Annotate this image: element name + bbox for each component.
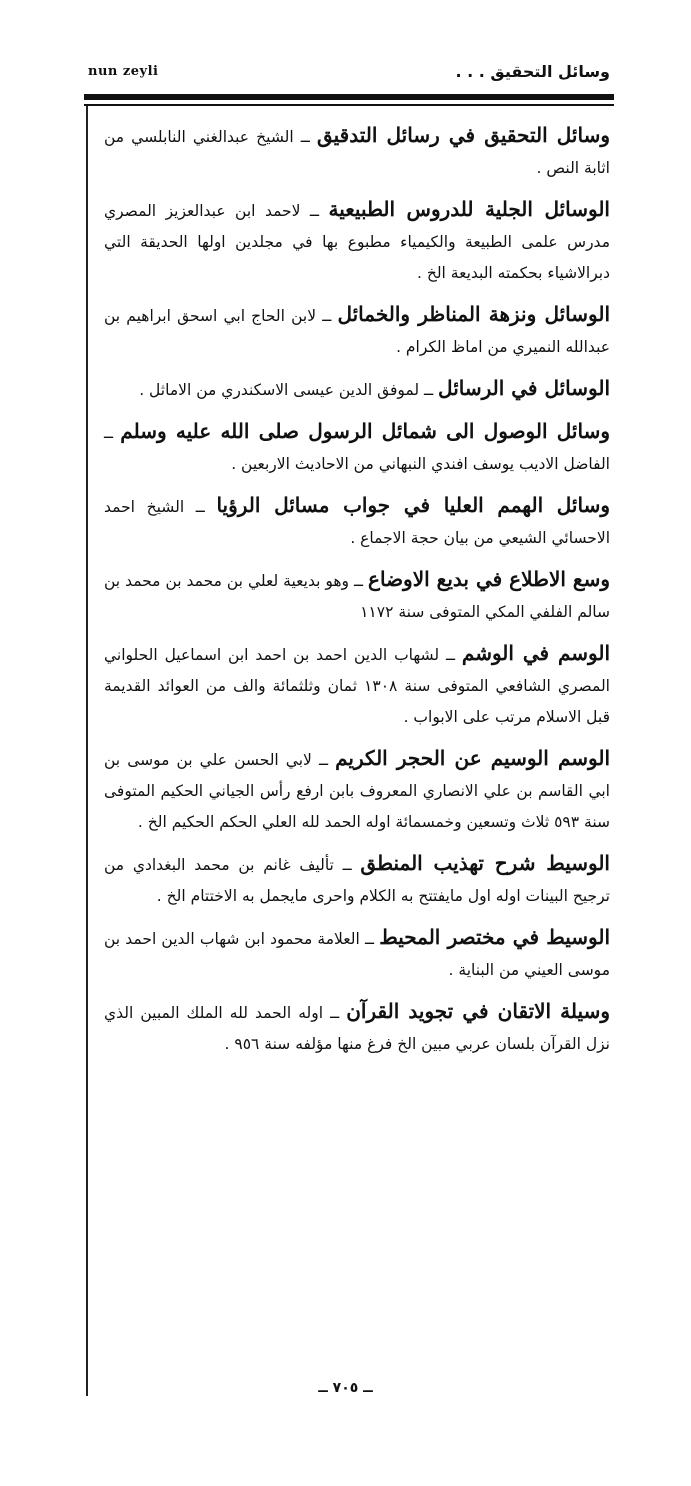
entry-headword: وسائل الهمم العليا في جواب مسائل الرؤيا	[216, 493, 610, 517]
entry-body: ــ وهو بديعية لعلي بن محمد بن محمد بن سالم الفلفي المكي المتوفى سنة ١١٧٢	[104, 572, 610, 621]
entry	[104, 996, 610, 1060]
running-head-left: nun zeyli	[88, 64, 159, 79]
entry	[104, 194, 610, 289]
entry	[104, 120, 610, 184]
entry-body: ــ الشيخ عبدالغني النابلسي من اثابة النص .	[104, 128, 610, 177]
running-head	[88, 64, 610, 88]
entry-body: ــ لابي الحسن علي بن موسى بن ابي القاسم بن علي الانصاري المعروف بابن ارفع رأس الجياني الحكيم المتوفى سنة ٥٩٣ ثلاث وتسعين وخمسمائة اوله الحمد لله العلي الحكم الحكيم الخ .	[104, 751, 610, 831]
entry-body: ــ العلامة محمود ابن شهاب الدين احمد بن موسى العيني من البناية .	[104, 930, 610, 979]
entry-headword: وسع الاطلاع في بديع الاوضاع	[368, 567, 610, 591]
margin-line	[86, 106, 88, 1396]
entry-headword: الوسيط شرح تهذيب المنطق	[360, 851, 610, 875]
entry	[104, 373, 610, 406]
entry-headword: الوسائل ونزهة المناظر والخمائل	[337, 302, 610, 326]
entry	[104, 490, 610, 554]
entry	[104, 564, 610, 628]
entry	[104, 743, 610, 838]
entry-body: ــ لموفق الدين عيسى الاسكندري من الاماثل .	[139, 381, 439, 399]
entry-body: ــ الشيخ احمد الاحسائي الشيعي من بيان حجة الاجماع .	[104, 498, 610, 547]
entry-headword: وسيلة الاتقان في تجويد القرآن	[346, 999, 610, 1023]
header-rule-thin	[84, 104, 614, 106]
header-rule-thick	[84, 94, 614, 100]
entry-headword: الوسم في الوشم	[461, 641, 610, 665]
entries-column	[104, 120, 610, 1070]
entry-headword: الوسيط في مختصر المحيط	[379, 925, 610, 949]
entry-headword: وسائل التحقيق في رسائل التدقيق	[316, 123, 610, 147]
entry-body: ــ تأليف غانم بن محمد البغدادي من ترجيح البينات اوله اول مايفتتح به الكلام واحرى مايجمل به الاختتام الخ .	[104, 856, 610, 905]
entry	[104, 848, 610, 912]
running-head-right: وسائل التحقيق . . .	[455, 62, 610, 81]
entry-body: ــ اوله الحمد لله الملك المبين الذي نزل القرآن بلسان عربي مبين الخ فرغ منها مؤلفه سنة ٩٥٦ .	[104, 1004, 610, 1053]
entry-body: ــ لاحمد ابن عبدالعزيز المصري مدرس علمى الطبيعة والكيمياء مطبوع بها في مجلدين اولها الحديقة التي دبرالاشياء بحكمته البديعة الخ .	[104, 202, 610, 282]
page-number: ــ ٧٠٥ ــ	[318, 1380, 373, 1396]
entry-headword: الوسائل الجلية للدروس الطبيعية	[328, 197, 610, 221]
entry	[104, 638, 610, 733]
entry-body: ــ لشهاب الدين احمد بن احمد ابن اسماعيل الحلواني المصري الشافعي المتوفى سنة ١٣٠٨ ثمان وثلثمائة والف من العوائد القديمة قبل الاسلام مرتب على الابواب .	[104, 646, 610, 726]
entry	[104, 922, 610, 986]
entry-headword: وسائل الوصول الى شمائل الرسول صلى الله عليه وسلم	[120, 419, 610, 443]
entry-headword: الوسائل في الرسائل	[438, 376, 610, 400]
entry	[104, 416, 610, 480]
entry-body: ــ لابن الحاج ابي اسحق ابراهيم بن عبدالله النميري من اماظ الكرام .	[104, 307, 610, 356]
entry-body: ــ الفاضل الاديب يوسف افندي النبهاني من الاحاديث الاربعين .	[104, 424, 610, 473]
entry	[104, 299, 610, 363]
entry-headword: الوسم الوسيم عن الحجر الكريم	[335, 746, 610, 770]
